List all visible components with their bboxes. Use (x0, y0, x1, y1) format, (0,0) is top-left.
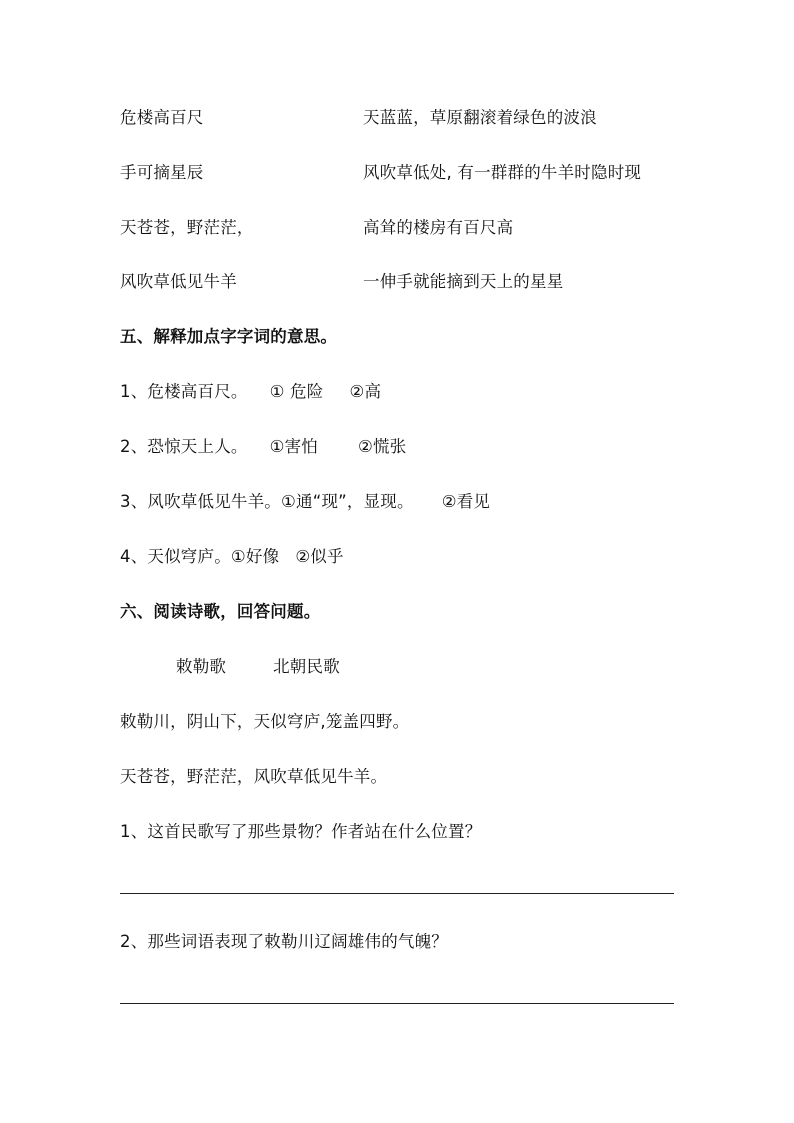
option-1: ①好像 (230, 547, 280, 566)
section5-item-1 (120, 381, 381, 403)
option-1: ①通“现”，显现。 (281, 492, 414, 511)
match-right-1: 天蓝蓝，草原翻滚着绿色的波浪 (363, 108, 597, 127)
poem-line-2: 天苍苍，野茫茫，风吹草低见牛羊。 (120, 767, 388, 786)
option-1: ① 危险 (269, 382, 324, 401)
match-left-4: 风吹草低见牛羊 (120, 272, 237, 291)
item-stem: 4、天似穹庐。 (120, 547, 231, 566)
option-2: ②似乎 (295, 547, 344, 566)
section5-item-4 (120, 546, 344, 568)
match-left-3: 天苍苍，野茫茫， (120, 218, 254, 237)
question-2: 2、那些词语表现了敕勒川辽阔雄伟的气魄？ (120, 932, 448, 951)
option-2: ②看见 (441, 492, 491, 511)
item-stem: 1、危楼高百尺。 (120, 382, 248, 401)
section6-heading: 六、阅读诗歌，回答问题。 (120, 602, 321, 621)
section5-item-3 (120, 491, 490, 513)
item-stem: 2、恐惊天上人。 (120, 437, 248, 456)
section5-item-2 (120, 436, 406, 458)
option-1: ①害怕 (269, 437, 319, 456)
match-right-2: 风吹草低处, 有一群群的牛羊时隐时现 (363, 163, 642, 182)
answer-line-1[interactable] (120, 893, 674, 894)
answer-line-2[interactable] (120, 1003, 674, 1004)
match-left-1: 危楼高百尺 (120, 108, 204, 127)
match-right-3: 高耸的楼房有百尺高 (363, 218, 514, 237)
match-left-2: 手可摘星辰 (120, 163, 204, 182)
poem-line-1: 敕勒川，阴山下，天似穹庐,笼盖四野。 (120, 712, 410, 731)
poem-author: 北朝民歌 (273, 657, 340, 676)
option-2: ②高 (349, 382, 382, 401)
option-2: ②慌张 (358, 437, 407, 456)
poem-title-line (176, 656, 340, 678)
item-stem: 3、风吹草低见牛羊。 (120, 492, 281, 511)
match-right-4: 一伸手就能摘到天上的星星 (363, 272, 564, 291)
question-1: 1、这首民歌写了那些景物？作者站在什么位置？ (120, 822, 482, 841)
poem-title: 敕勒歌 (176, 657, 227, 676)
section5-heading: 五、解释加点字字词的意思。 (120, 327, 338, 346)
